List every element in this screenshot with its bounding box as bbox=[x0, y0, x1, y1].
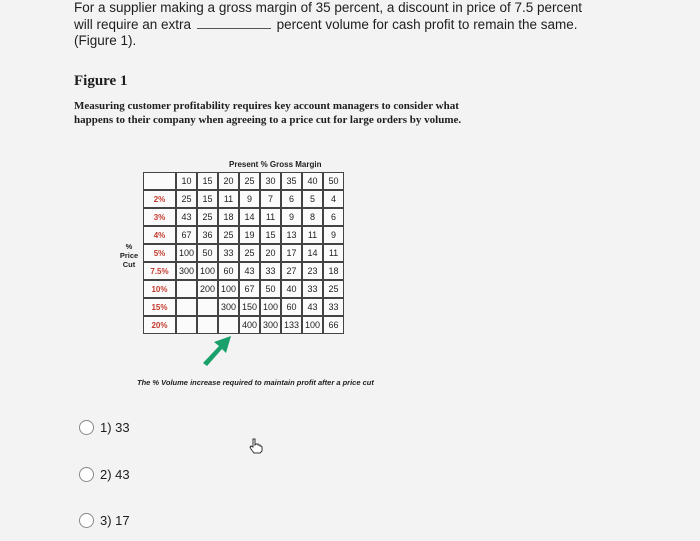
margin-header-cell: 10 bbox=[176, 172, 197, 190]
table-cell: 27 bbox=[281, 262, 302, 280]
margin-header-cell: 50 bbox=[323, 172, 344, 190]
table-cell: 133 bbox=[281, 316, 302, 334]
table-cell: 23 bbox=[302, 262, 323, 280]
table-cell: 14 bbox=[239, 208, 260, 226]
table-cell: 67 bbox=[176, 226, 197, 244]
price-cut-cell: 15% bbox=[143, 298, 176, 316]
margin-header-cell: 15 bbox=[197, 172, 218, 190]
table-cell: 43 bbox=[176, 208, 197, 226]
table-cell: 33 bbox=[260, 262, 281, 280]
question-line-2-start: will require an extra bbox=[74, 16, 192, 32]
radio-button[interactable] bbox=[79, 513, 94, 528]
price-cut-label-line-2: Price bbox=[119, 251, 139, 260]
table-cell: 43 bbox=[239, 262, 260, 280]
price-cut-cell: 7.5% bbox=[143, 262, 176, 280]
table-cell: 9 bbox=[281, 208, 302, 226]
table-cell: 100 bbox=[218, 280, 239, 298]
table-cell: 25 bbox=[197, 208, 218, 226]
table-cell: 4 bbox=[323, 190, 344, 208]
table-cell: 33 bbox=[302, 280, 323, 298]
table-cell: 50 bbox=[197, 244, 218, 262]
green-arrow-icon bbox=[199, 332, 235, 366]
table-cell: 33 bbox=[323, 298, 344, 316]
radio-button[interactable] bbox=[79, 420, 94, 435]
table-cell: 19 bbox=[239, 226, 260, 244]
question-line-3: (Figure 1). bbox=[74, 33, 137, 48]
price-cut-label-line-1: % bbox=[125, 242, 133, 251]
table-cell: 20 bbox=[260, 244, 281, 262]
table-cell: 9 bbox=[323, 226, 344, 244]
option-2[interactable] bbox=[79, 467, 130, 482]
price-cut-cell: 5% bbox=[143, 244, 176, 262]
answer-blank bbox=[197, 18, 271, 29]
table-title: Present % Gross Margin bbox=[229, 160, 322, 169]
option-label: 2) 43 bbox=[100, 467, 130, 482]
table-cell: 25 bbox=[239, 244, 260, 262]
question-line-2 bbox=[74, 17, 634, 34]
table-cell: 8 bbox=[302, 208, 323, 226]
table-cell: 18 bbox=[323, 262, 344, 280]
table-corner-cell bbox=[143, 172, 176, 190]
hand-cursor-icon bbox=[249, 438, 263, 454]
option-label: 3) 17 bbox=[100, 513, 130, 528]
table-cell: 300 bbox=[260, 316, 281, 334]
table-cell: 7 bbox=[260, 190, 281, 208]
table-cell: 100 bbox=[176, 244, 197, 262]
table-cell: 18 bbox=[218, 208, 239, 226]
table-footnote: The % Volume increase required to maintain profit after a price cut bbox=[137, 378, 374, 387]
price-cut-label bbox=[116, 242, 142, 269]
margin-header-cell: 20 bbox=[218, 172, 239, 190]
figure-caption: Measuring customer profitability requires key account managers to consider what happens to their company when agreeing to a price cut for large orders by volume. bbox=[74, 100, 462, 126]
option-label: 1) 33 bbox=[100, 420, 130, 435]
question-line-2-end: percent volume for cash profit to remain the same. bbox=[276, 16, 578, 32]
margin-header-cell: 35 bbox=[281, 172, 302, 190]
table-cell bbox=[197, 298, 218, 316]
price-cut-cell: 2% bbox=[143, 190, 176, 208]
table-cell: 60 bbox=[218, 262, 239, 280]
price-cut-cell: 10% bbox=[143, 280, 176, 298]
radio-button[interactable] bbox=[79, 467, 94, 482]
price-cut-cell: 20% bbox=[143, 316, 176, 334]
margin-header-cell: 40 bbox=[302, 172, 323, 190]
table-cell: 300 bbox=[176, 262, 197, 280]
table-cell bbox=[176, 316, 197, 334]
table-cell: 200 bbox=[197, 280, 218, 298]
table-cell: 25 bbox=[323, 280, 344, 298]
table-cell: 14 bbox=[302, 244, 323, 262]
option-3[interactable] bbox=[79, 513, 130, 528]
table-cell bbox=[176, 280, 197, 298]
table-cell: 11 bbox=[218, 190, 239, 208]
table-cell: 43 bbox=[302, 298, 323, 316]
table-cell: 25 bbox=[176, 190, 197, 208]
table-cell: 11 bbox=[260, 208, 281, 226]
table-cell: 67 bbox=[239, 280, 260, 298]
table-cell: 40 bbox=[281, 280, 302, 298]
table-cell: 100 bbox=[197, 262, 218, 280]
table-cell: 6 bbox=[281, 190, 302, 208]
margin-header-cell: 25 bbox=[239, 172, 260, 190]
table-cell: 11 bbox=[302, 226, 323, 244]
table-cell: 33 bbox=[218, 244, 239, 262]
table-cell: 15 bbox=[197, 190, 218, 208]
price-cut-cell: 3% bbox=[143, 208, 176, 226]
margin-header-cell: 30 bbox=[260, 172, 281, 190]
table-cell: 66 bbox=[323, 316, 344, 334]
table-cell: 17 bbox=[281, 244, 302, 262]
table-cell: 300 bbox=[218, 298, 239, 316]
option-1[interactable] bbox=[79, 420, 130, 435]
table-cell: 13 bbox=[281, 226, 302, 244]
figure-title: Figure 1 bbox=[74, 73, 128, 89]
table-cell: 100 bbox=[302, 316, 323, 334]
table-cell: 100 bbox=[260, 298, 281, 316]
price-cut-cell: 4% bbox=[143, 226, 176, 244]
table-cell: 15 bbox=[260, 226, 281, 244]
question-text bbox=[74, 0, 634, 50]
table-cell bbox=[176, 298, 197, 316]
table-cell: 5 bbox=[302, 190, 323, 208]
table-cell: 50 bbox=[260, 280, 281, 298]
table-cell: 6 bbox=[323, 208, 344, 226]
table-cell: 36 bbox=[197, 226, 218, 244]
table-cell: 400 bbox=[239, 316, 260, 334]
table-cell: 25 bbox=[218, 226, 239, 244]
price-cut-label-line-3: Cut bbox=[122, 260, 136, 269]
table-cell: 9 bbox=[239, 190, 260, 208]
table-cell: 11 bbox=[323, 244, 344, 262]
question-line-1: For a supplier making a gross margin of 35 percent, a discount in price of 7.5 percent bbox=[74, 0, 583, 15]
table-cell: 150 bbox=[239, 298, 260, 316]
table-cell: 60 bbox=[281, 298, 302, 316]
